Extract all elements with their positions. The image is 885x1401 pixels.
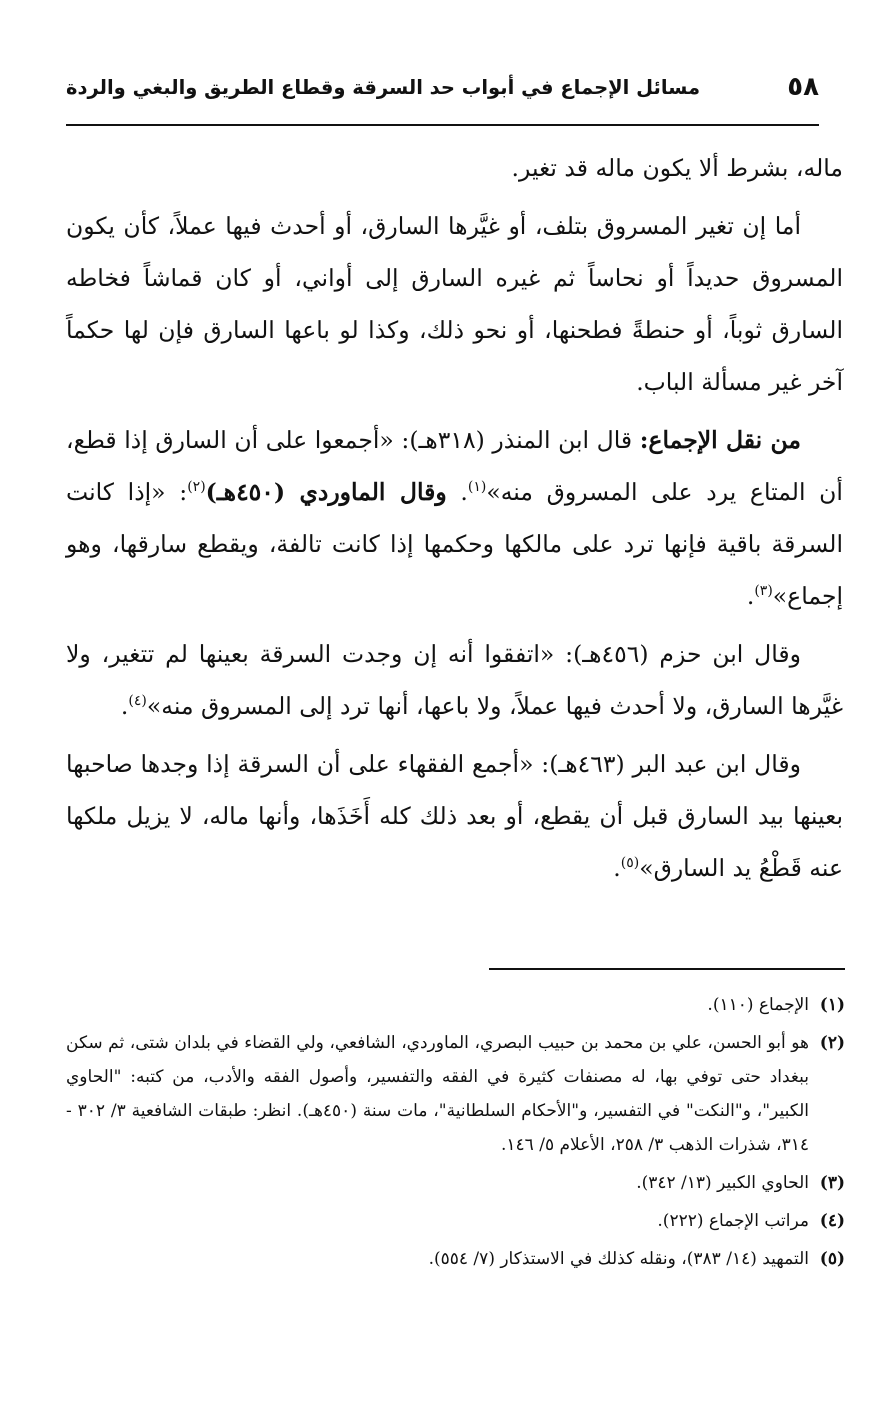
- footnote-text: التمهيد (١٤/ ٣٨٣)، ونقله كذلك في الاستذكار (٧/ ٥٥٤).: [428, 1249, 809, 1269]
- footnote-number: (٥): [819, 1249, 845, 1269]
- footnote-text: مراتب الإجماع (٢٢٢).: [657, 1211, 809, 1231]
- footnote-text: الحاوي الكبير (١٣/ ٣٤٢).: [636, 1173, 809, 1193]
- footnote-number: (١): [819, 995, 845, 1015]
- paragraph-3-quote-a: قال ابن المنذر (٣١٨هـ): «أجمعوا على أن السارق إذا قطع، أن المتاع يرد على المسروق منه»: [66, 426, 843, 506]
- paragraph-1: ماله، بشرط ألا يكون ماله قد تغير.: [511, 154, 843, 182]
- paragraph-2: أما إن تغير المسروق بتلف، أو غيَّرها السارق، أو أحدث فيها عملاً، كأن يكون المسروق حديداً أو نحاساً ثم غيره السارق إلى أواني، أو كان قماشاً فخاطه السارق ثوباً، أو حنطةً فطحنها، أو نحو ذلك، وكذا لو باعها السارق فإن لها حكماً آخر غير مسألة الباب.: [66, 212, 843, 396]
- paragraph-3-lead: من نقل الإجماع:: [639, 426, 802, 454]
- footnote-number: (٢): [819, 1033, 845, 1053]
- paragraph-3-mawardi: وقال الماوردي (٤٥٠هـ): [205, 478, 447, 506]
- footnote-ref-4: (٤): [128, 693, 147, 710]
- page-number: ٥٨: [787, 72, 819, 102]
- footnote-ref-1: (١): [467, 479, 487, 496]
- footnote-number: (٤): [819, 1211, 845, 1231]
- paragraph-3-sep: .: [446, 478, 468, 506]
- footnote-ref-2: (٢): [187, 479, 206, 496]
- paragraph-3-end: .: [746, 582, 755, 610]
- footnote-2: [66, 1026, 845, 1162]
- running-title: مسائل الإجماع في أبواب حد السرقة وقطاع الطريق والبغي والردة: [66, 76, 701, 99]
- paragraph-5-quote: وقال ابن عبد البر (٤٦٣هـ): «أجمع الفقهاء على أن السرقة إذا وجدها صاحبها بعينها بيد السارق قبل أن يقطع، أو بعد ذلك كله أَخَذَها، وأنها ماله، لا يزيل ملكها عنه قَطْعُ يد السارق»: [66, 750, 843, 882]
- paragraph-4-quote: وقال ابن حزم (٤٥٦هـ): «اتفقوا أنه إن وجدت السرقة بعينها لم تتغير، ولا غيَّرها السارق، ولا أحدث فيها عملاً، ولا باعها، أنها ترد إلى المسروق منه»: [66, 640, 843, 720]
- footnote-1: [66, 988, 845, 1022]
- paragraph-3-quote-c: : «إذا كانت السرقة باقية فإنها ترد على مالكها وحكمها إذا كانت تالفة، ويقطع سارقها، وهو إجماع»: [66, 478, 843, 610]
- main-text: [66, 142, 843, 900]
- footnote-text: هو أبو الحسن، علي بن محمد بن حبيب البصري، الماوردي، الشافعي، ولي القضاء في بلدان شتى، ثم سكن ببغداد حتى توفي بها، له مصنفات كثيرة في الفقه والتفسير، وأصول الفقه والأدب، من كتبه: "الحاوي الكبير"، و"النكت" في التفسير، و"الأحكام السلطانية"، مات سنة (٤٥٠هـ). انظر: طبقات الشافعية ٣/ ٣٠٢ - ٣١٤، شذرات الذهب ٣/ ٢٥٨، الأعلام ٥/ ١٤٦.: [66, 1033, 809, 1155]
- footnotes: [66, 988, 845, 1280]
- footnote-separator: [489, 968, 845, 970]
- page-header: [66, 64, 819, 126]
- footnote-5: [66, 1242, 845, 1276]
- paragraph-4: [66, 628, 843, 732]
- footnote-number: (٣): [819, 1173, 845, 1193]
- paragraph-5-end: .: [613, 854, 621, 882]
- footnote-ref-5: (٥): [620, 855, 640, 872]
- footnote-3: [66, 1166, 845, 1200]
- paragraph-4-end: .: [120, 692, 129, 720]
- footnote-4: [66, 1204, 845, 1238]
- footnote-ref-3: (٣): [754, 583, 773, 600]
- paragraph-5: [66, 738, 843, 894]
- footnote-text: الإجماع (١١٠).: [707, 995, 809, 1015]
- paragraph-3: [66, 414, 843, 622]
